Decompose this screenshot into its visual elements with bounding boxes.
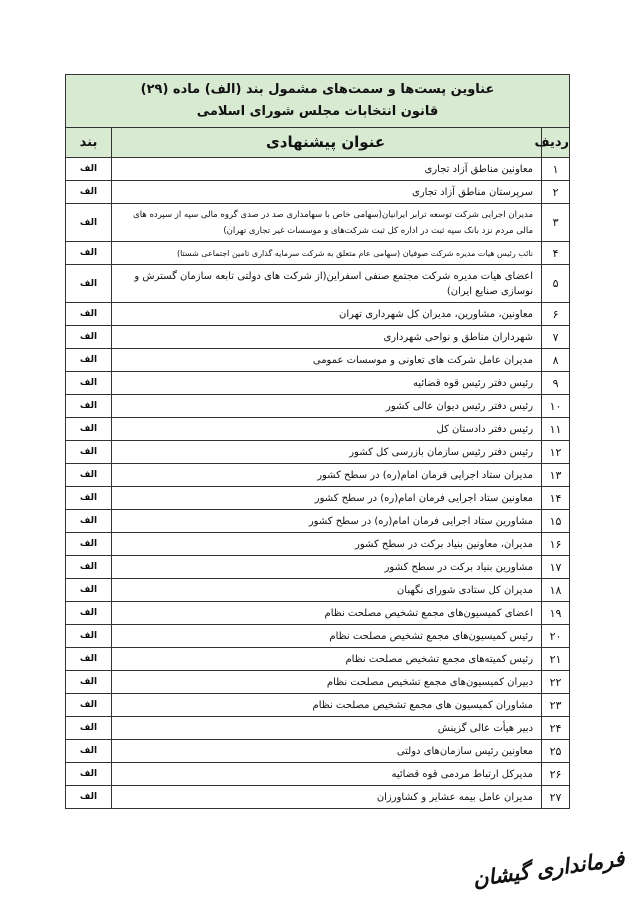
table-row: [66, 464, 570, 487]
table-row: [66, 625, 570, 648]
row-title: مدیران کل ستادی شورای نگهبان: [112, 579, 542, 602]
row-number: ۱۲: [542, 441, 570, 464]
row-number: ۲: [542, 181, 570, 204]
row-title: معاونین، مشاورین، مدیران کل شهرداری تهران: [112, 303, 542, 326]
row-number: ۱۶: [542, 533, 570, 556]
table-row: [66, 671, 570, 694]
row-title: سرپرستان مناطق آزاد تجاری: [112, 181, 542, 204]
row-number: ۱۵: [542, 510, 570, 533]
row-title: رئیس دفتر رئیس دیوان عالی کشور: [112, 395, 542, 418]
row-title: اعضای کمیسیون‌های مجمع تشخیص مصلحت نظام: [112, 602, 542, 625]
table-row: [66, 602, 570, 625]
table-row: [66, 204, 570, 242]
row-number: ۲۵: [542, 740, 570, 763]
row-number: ۱۰: [542, 395, 570, 418]
table-row: [66, 763, 570, 786]
row-number: ۱۳: [542, 464, 570, 487]
row-band: الف: [66, 349, 112, 372]
row-band: الف: [66, 786, 112, 809]
row-title: رئیس دفتر رئیس قوه قضائیه: [112, 372, 542, 395]
row-title: مدیرکل ارتباط مردمی قوه قضائیه: [112, 763, 542, 786]
row-number: ۱۸: [542, 579, 570, 602]
row-number: ۲۷: [542, 786, 570, 809]
row-band: الف: [66, 556, 112, 579]
row-band: الف: [66, 395, 112, 418]
row-number: ۱۷: [542, 556, 570, 579]
row-band: الف: [66, 418, 112, 441]
table-row: [66, 372, 570, 395]
header-row: [66, 128, 570, 158]
row-title: دبیران کمیسیون‌های مجمع تشخیص مصلحت نظام: [112, 671, 542, 694]
row-band: الف: [66, 602, 112, 625]
row-title: مشاورین بنیاد برکت در سطح کشور: [112, 556, 542, 579]
table-row: [66, 556, 570, 579]
row-title: رئیس دفتر رئیس سازمان بازرسی کل کشور: [112, 441, 542, 464]
table-row: [66, 533, 570, 556]
row-number: ۶: [542, 303, 570, 326]
row-band: الف: [66, 694, 112, 717]
header-row-number: ردیف: [542, 128, 570, 158]
table-row: [66, 395, 570, 418]
row-number: ۳: [542, 204, 570, 242]
row-title: مدیران، معاونین بنیاد برکت در سطح کشور: [112, 533, 542, 556]
row-title: معاونین رئیس سازمان‌های دولتی: [112, 740, 542, 763]
table-row: [66, 740, 570, 763]
row-band: الف: [66, 204, 112, 242]
row-band: الف: [66, 158, 112, 181]
row-band: الف: [66, 625, 112, 648]
header-band: بند: [66, 128, 112, 158]
row-band: الف: [66, 579, 112, 602]
row-title: اعضای هیات مدیره شرکت مجتمع صنفی اسفراین(از شرکت های دولتی تابعه سازمان گسترش و نوسازی صنایع ایران): [112, 265, 542, 303]
row-band: الف: [66, 326, 112, 349]
row-band: الف: [66, 648, 112, 671]
table-row: [66, 648, 570, 671]
row-title: رئیس دفتر دادستان کل: [112, 418, 542, 441]
table-row: [66, 303, 570, 326]
row-number: ۱۹: [542, 602, 570, 625]
title-line-1: عناوین پست‌ها و سمت‌های مشمول بند (الف) ماده (۲۹): [140, 82, 495, 97]
table-row: [66, 158, 570, 181]
row-band: الف: [66, 265, 112, 303]
row-title: دبیر هیأت عالی گزینش: [112, 717, 542, 740]
row-band: الف: [66, 487, 112, 510]
row-number: ۹: [542, 372, 570, 395]
row-number: ۲۳: [542, 694, 570, 717]
table-row: [66, 349, 570, 372]
row-band: الف: [66, 740, 112, 763]
table-row: [66, 242, 570, 265]
row-band: الف: [66, 303, 112, 326]
row-number: ۸: [542, 349, 570, 372]
row-title: رئیس کمیته‌های مجمع تشخیص مصلحت نظام: [112, 648, 542, 671]
table-row: [66, 786, 570, 809]
row-title: رئیس کمیسیون‌های مجمع تشخیص مصلحت نظام: [112, 625, 542, 648]
row-title: معاونین مناطق آزاد تجاری: [112, 158, 542, 181]
row-band: الف: [66, 372, 112, 395]
row-band: الف: [66, 533, 112, 556]
table-row: [66, 265, 570, 303]
row-number: ۲۲: [542, 671, 570, 694]
row-title: مدیران عامل بیمه عشایر و کشاورزان: [112, 786, 542, 809]
row-number: ۲۱: [542, 648, 570, 671]
row-title: نائب رئیس هیات مدیره شرکت صوفیان (سهامی عام متعلق به شرکت سرمایه گذاری تامین اجتماعی شستا): [112, 242, 542, 265]
table-row: [66, 181, 570, 204]
row-title: مدیران عامل شرکت های تعاونی و موسسات عمومی: [112, 349, 542, 372]
row-number: ۲۶: [542, 763, 570, 786]
row-number: ۴: [542, 242, 570, 265]
row-band: الف: [66, 671, 112, 694]
row-number: ۱۱: [542, 418, 570, 441]
row-number: ۷: [542, 326, 570, 349]
row-number: ۵: [542, 265, 570, 303]
row-title: مدیران اجرایی شرکت توسعه ترابر ایرانیان(سهامی خاص با سهامداری صد در صدی گروه مالی سپه از سپرده های مالی مردم نزد بانک سپه ثبت در اداره کل ثبت شرکت‌های و موسسات غیر تجاری تهران): [112, 204, 542, 242]
table-row: [66, 418, 570, 441]
row-band: الف: [66, 510, 112, 533]
header-title: عنوان پیشنهادی: [112, 128, 542, 158]
table-row: [66, 579, 570, 602]
document-title: [66, 75, 570, 128]
positions-table: [65, 74, 570, 809]
table-body: [66, 158, 570, 809]
row-title: مشاوران کمیسیون های مجمع تشخیص مصلحت نظام: [112, 694, 542, 717]
row-title: مدیران ستاد اجرایی فرمان امام(ره) در سطح کشور: [112, 464, 542, 487]
row-band: الف: [66, 441, 112, 464]
title-line-2: قانون انتخابات مجلس شورای اسلامی: [196, 104, 439, 119]
table-row: [66, 326, 570, 349]
table-row: [66, 694, 570, 717]
table-row: [66, 441, 570, 464]
row-title: معاونین ستاد اجرایی فرمان امام(ره) در سطح کشور: [112, 487, 542, 510]
governorate-logo: فرمانداری گیشان: [471, 845, 626, 892]
row-band: الف: [66, 763, 112, 786]
row-band: الف: [66, 717, 112, 740]
table-row: [66, 717, 570, 740]
table-row: [66, 487, 570, 510]
row-number: ۲۰: [542, 625, 570, 648]
row-title: شهرداران مناطق و نواحی شهرداری: [112, 326, 542, 349]
row-number: ۱: [542, 158, 570, 181]
row-band: الف: [66, 242, 112, 265]
title-row: [66, 75, 570, 128]
row-number: ۲۴: [542, 717, 570, 740]
row-band: الف: [66, 181, 112, 204]
table-row: [66, 510, 570, 533]
row-number: ۱۴: [542, 487, 570, 510]
row-band: الف: [66, 464, 112, 487]
row-title: مشاورین ستاد اجرایی فرمان امام(ره) در سطح کشور: [112, 510, 542, 533]
